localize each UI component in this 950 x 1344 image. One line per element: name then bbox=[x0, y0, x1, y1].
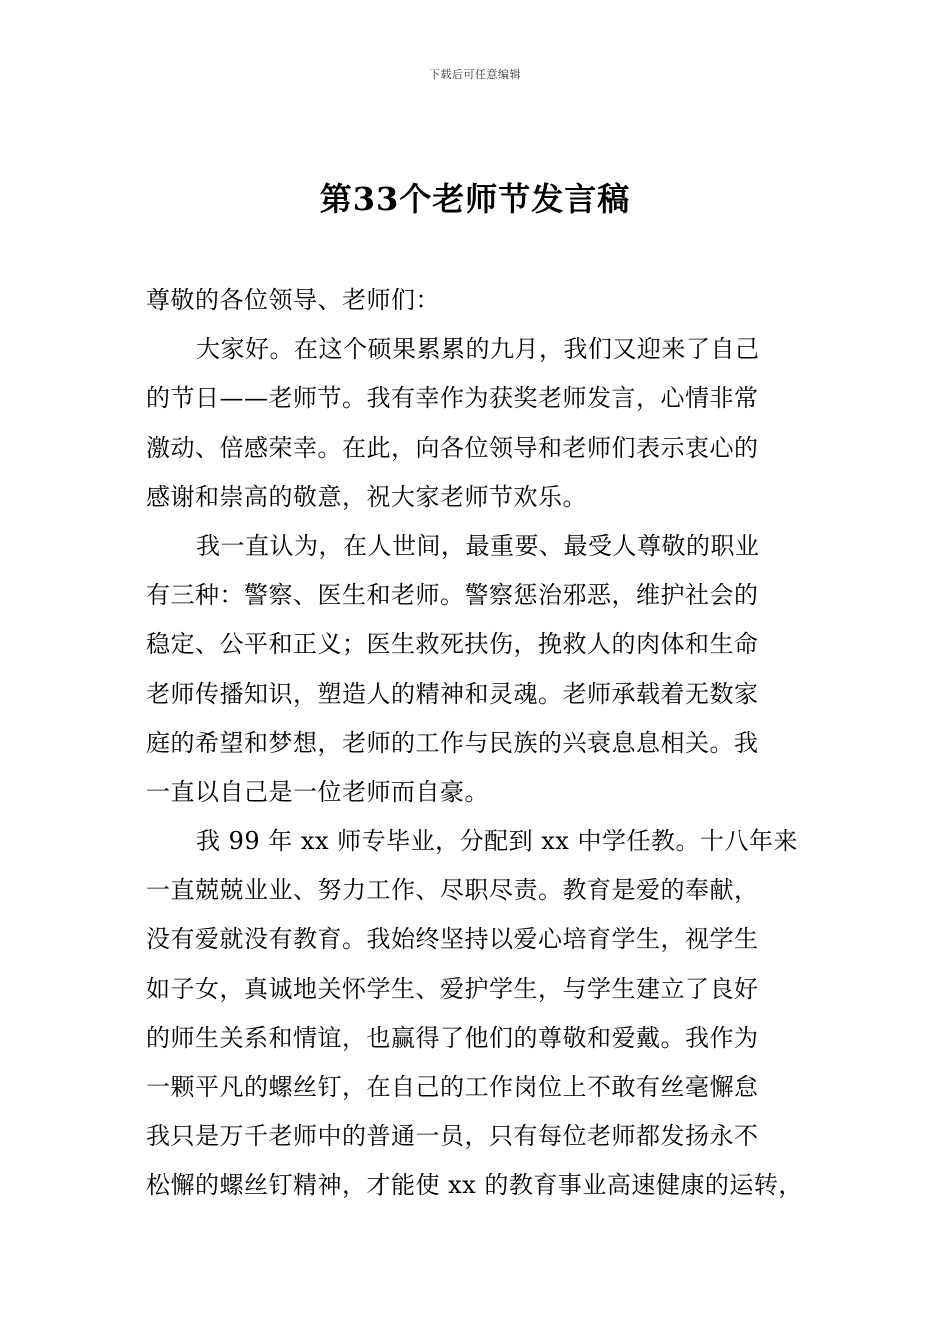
text-line: 稳定、公平和正义；医生救死扶伤，挽救人的肉体和生命 bbox=[146, 630, 759, 659]
text-line: 一直兢兢业业、努力工作、尽职尽责。教育是爱的奉献， bbox=[146, 876, 759, 905]
text-line: 老师传播知识，塑造人的精神和灵魂。老师承载着无数家 bbox=[146, 679, 759, 708]
text-line: 一颗平凡的螺丝钉，在自己的工作岗位上不敢有丝毫懈怠 bbox=[146, 1073, 759, 1101]
header-note: 下载后可任意编辑 bbox=[429, 68, 521, 81]
text-line: 如子女，真诚地关怀学生、爱护学生，与学生建立了良好 bbox=[146, 974, 759, 1003]
text-line: 庭的希望和梦想，老师的工作与民族的兴衰息息相关。我 bbox=[146, 728, 759, 757]
text-line: 感谢和崇高的敬意，祝大家老师节欢乐。 bbox=[146, 482, 587, 511]
text-line: 我 99 年 xx 师专毕业，分配到 xx 中学任教。十八年来 bbox=[196, 827, 798, 856]
text-line: 我只是万千老师中的普通一员，只有每位老师都发扬永不 bbox=[146, 1122, 759, 1151]
document-title: 第33个老师节发言稿 bbox=[319, 180, 631, 218]
text-line: 的节日——老师节。我有幸作为获奖老师发言，心情非常 bbox=[146, 384, 759, 413]
text-line: 一直以自己是一位老师而自豪。 bbox=[146, 777, 489, 806]
text-line: 的师生关系和情谊，也赢得了他们的尊敬和爱戴。我作为 bbox=[146, 1023, 759, 1052]
body-text bbox=[146, 276, 814, 1211]
text-line: 我一直认为，在人世间，最重要、最受人尊敬的职业 bbox=[196, 531, 760, 560]
text-line: 松懈的螺丝钉精神，才能使 xx 的教育事业高速健康的运转， bbox=[146, 1171, 803, 1200]
text-line: 有三种：警察、医生和老师。警察惩治邪恶，维护社会的 bbox=[146, 581, 759, 610]
text-line: 大家好。在这个硕果累累的九月，我们又迎来了自己 bbox=[196, 335, 760, 364]
text-line: 尊敬的各位领导、老师们： bbox=[146, 286, 440, 314]
text-line: 激动、倍感荣幸。在此，向各位领导和老师们表示衷心的 bbox=[146, 433, 759, 462]
text-line: 没有爱就没有教育。我始终坚持以爱心培育学生，视学生 bbox=[146, 925, 759, 954]
